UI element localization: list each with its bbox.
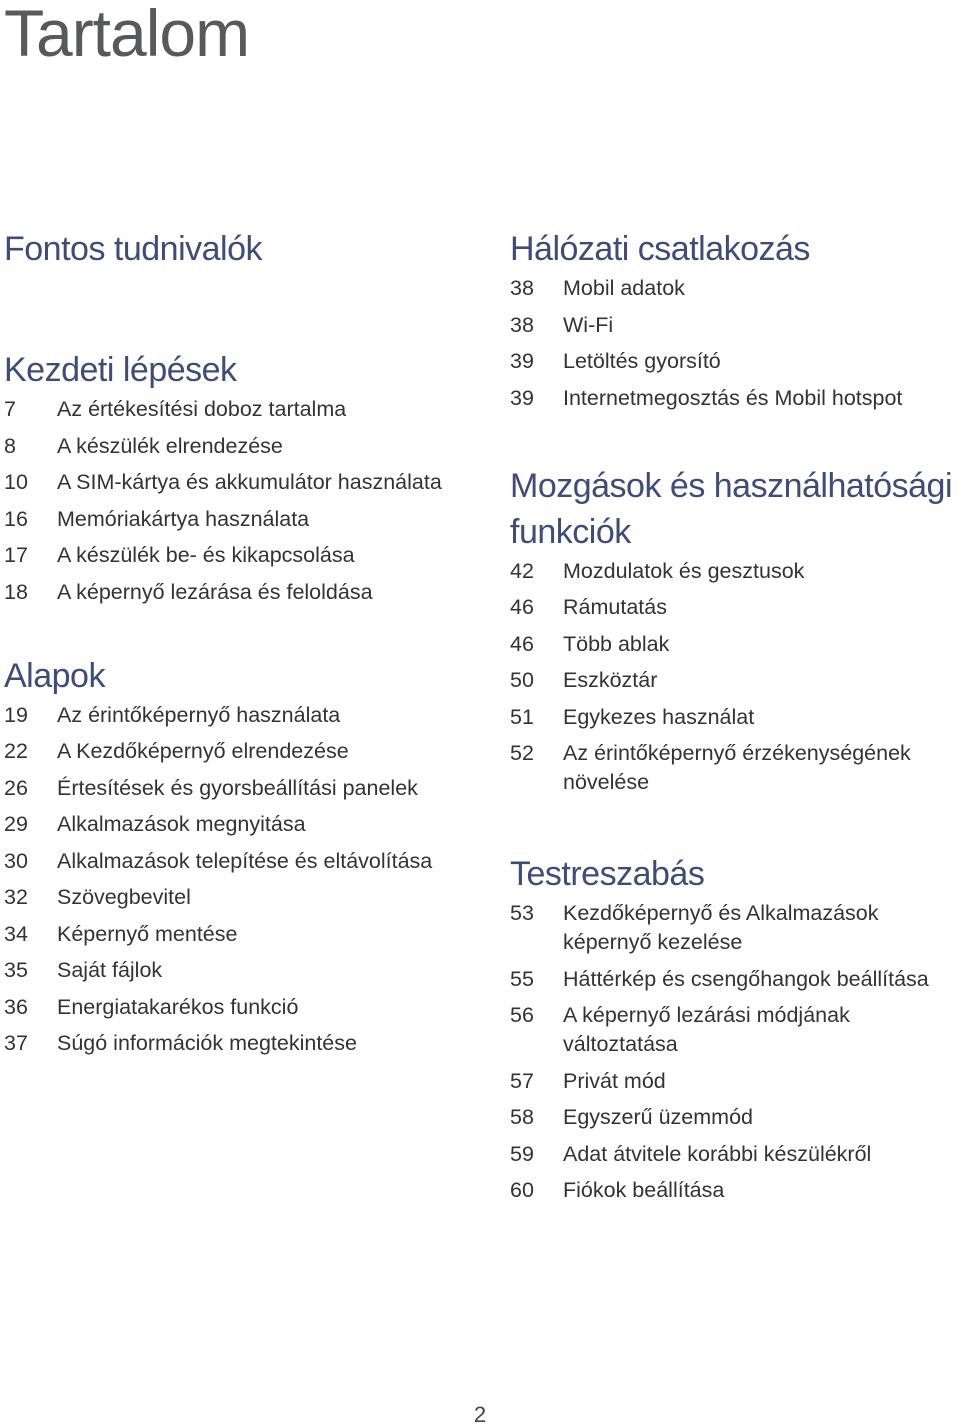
toc-entry[interactable] [510,1001,958,1059]
toc-entry[interactable] [4,847,474,876]
toc-list [4,701,474,1059]
section-fontos-tudnivalok [4,226,474,272]
toc-entry-label: A képernyő lezárása és feloldása [57,579,373,604]
toc-entry-page: 17 [4,543,28,567]
toc-entry-page: 7 [4,397,16,421]
toc-entry[interactable] [4,737,474,766]
toc-entry-label: Az értékesítési doboz tartalma [57,397,347,421]
toc-entry-page: 38 [510,312,534,337]
toc-entry-label: Egyszerű üzemmód [563,1105,753,1129]
toc-entry-page: 46 [510,595,534,619]
toc-entry[interactable] [510,274,958,303]
toc-entry-label: Alkalmazások telepítése és eltávolítása [57,848,433,873]
toc-list [4,395,474,607]
toc-entry-label: Internetmegosztás és Mobil hotspot [563,385,903,410]
section-kezdeti-lepesek [4,347,474,607]
toc-entry-page: 38 [510,276,534,300]
toc-entry-label: Súgó információk megtekintése [57,1031,357,1055]
toc-entry-page: 29 [4,812,28,836]
toc-entry-page: 32 [4,885,28,909]
toc-entry-label: A képernyő lezárási módjának változtatása [563,1003,850,1056]
toc-entry[interactable] [510,1176,958,1205]
toc-right-column [510,226,958,1213]
page-title: Tartalom [4,0,250,70]
toc-list [510,899,958,1205]
toc-entry-label: A készülék be- és kikapcsolása [57,543,355,567]
toc-entry-page: 22 [4,739,28,763]
toc-entry-label: Mobil adatok [563,276,685,300]
toc-entry-label: A készülék elrendezése [57,433,283,458]
toc-entry-page: 53 [510,901,534,925]
toc-list [510,557,958,798]
toc-entry[interactable] [4,956,474,985]
toc-entry-page: 34 [4,921,28,946]
toc-entry-label: Szövegbevitel [57,885,191,909]
toc-entry[interactable] [4,468,474,497]
toc-entry-label: Wi-Fi [563,312,614,337]
toc-entry-page: 10 [4,470,28,494]
toc-entry[interactable] [510,311,958,340]
toc-entry-page: 35 [4,958,28,982]
toc-entry[interactable] [4,993,474,1022]
toc-entry[interactable] [4,920,474,949]
toc-entry[interactable] [510,384,958,413]
toc-list [510,274,958,413]
toc-entry[interactable] [510,703,958,732]
toc-entry-page: 51 [510,704,534,729]
toc-entry-page: 46 [510,631,534,656]
toc-entry-page: 55 [510,966,534,991]
toc-entry-page: 8 [4,433,16,458]
toc-entry[interactable] [510,666,958,695]
toc-entry[interactable] [4,578,474,607]
toc-entry-label: Értesítések és gyorsbeállítási panelek [57,775,418,800]
toc-entry[interactable] [510,965,958,994]
toc-entry[interactable] [4,395,474,424]
toc-entry-label: Adat átvitele korábbi készülékről [563,1141,872,1166]
page-number: 2 [473,1402,487,1427]
toc-entry-label: Memóriakártya használata [57,506,310,531]
toc-left-column [4,226,474,1066]
toc-entry[interactable] [510,1067,958,1096]
toc-entry-label: Alkalmazások megnyitása [57,812,306,836]
toc-entry-page: 52 [510,741,534,765]
toc-entry-label: Az érintőképernyő használata [57,702,341,727]
section-heading[interactable]: Mozgások és használhatósági funkciók [510,466,952,551]
toc-entry-page: 36 [4,994,28,1019]
toc-entry-page: 16 [4,506,28,531]
section-heading[interactable]: Hálózati csatlakozás [510,230,810,268]
toc-entry-page: 58 [510,1105,534,1129]
toc-entry-label: Képernyő mentése [57,921,238,946]
toc-entry-page: 57 [510,1068,534,1093]
section-mozgasok [510,463,958,798]
toc-entry-page: 42 [510,558,534,583]
toc-entry[interactable] [510,1140,958,1169]
section-heading[interactable]: Alapok [4,656,105,695]
toc-entry-label: Letöltés gyorsító [563,349,721,373]
toc-entry-label: Eszköztár [563,668,658,692]
toc-entry-page: 19 [4,702,28,727]
toc-entry[interactable] [510,1103,958,1132]
section-alapok [4,653,474,1059]
toc-entry-label: Saját fájlok [57,958,163,982]
toc-entry-page: 59 [510,1141,534,1166]
toc-entry-page: 37 [4,1031,28,1055]
toc-entry-label: Kezdőképernyő és Alkalmazások képernyő kezelése [563,901,879,954]
section-heading[interactable]: Kezdeti lépések [4,351,237,389]
toc-entry-label: A Kezdőképernyő elrendezése [57,739,349,763]
section-halozati-csatlakozas [510,226,958,413]
toc-entry-page: 30 [4,848,28,873]
toc-entry[interactable] [4,541,474,570]
toc-entry[interactable] [510,630,958,659]
toc-entry[interactable] [4,883,474,912]
toc-entry-label: Privát mód [563,1068,666,1093]
toc-entry[interactable] [4,810,474,839]
toc-entry-page: 18 [4,579,28,604]
toc-entry-label: Rámutatás [563,595,667,619]
toc-entry-label: Háttérkép és csengőhangok beállítása [563,966,929,991]
toc-entry[interactable] [4,505,474,534]
toc-entry-label: Az érintőképernyő érzékenységének növelése [563,741,911,794]
toc-entry-page: 39 [510,349,534,373]
toc-entry-page: 60 [510,1178,534,1202]
section-heading[interactable]: Testreszabás [510,855,705,893]
toc-entry-page: 39 [510,385,534,410]
section-heading[interactable]: Fontos tudnivalók [4,230,262,268]
section-testreszabas [510,851,958,1205]
toc-entry[interactable] [510,347,958,376]
toc-entry[interactable] [510,739,958,797]
toc-entry[interactable] [510,899,958,957]
toc-entry-label: Energiatakarékos funkció [57,994,299,1019]
toc-entry[interactable] [510,593,958,622]
toc-entry[interactable] [4,701,474,730]
toc-entry-label: Több ablak [563,631,670,656]
toc-entry[interactable] [4,774,474,803]
toc-entry-label: Mozdulatok és gesztusok [563,558,805,583]
toc-entry-label: A SIM-kártya és akkumulátor használata [57,470,442,494]
toc-entry-label: Egykezes használat [563,704,755,729]
toc-entry-page: 26 [4,775,28,800]
toc-entry[interactable] [4,432,474,461]
toc-entry-page: 56 [510,1003,534,1027]
toc-entry-page: 50 [510,668,534,692]
toc-entry-label: Fiókok beállítása [563,1178,725,1202]
toc-entry[interactable] [510,557,958,586]
toc-entry[interactable] [4,1029,474,1058]
